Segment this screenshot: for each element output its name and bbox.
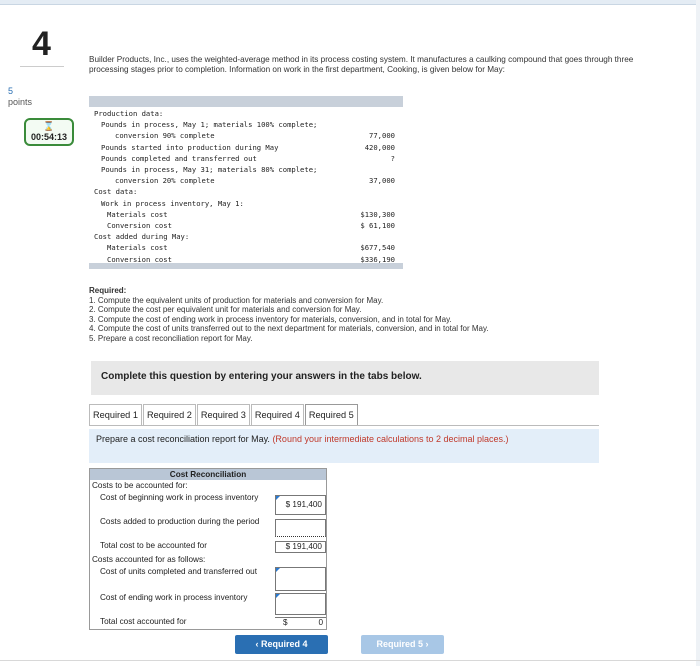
required-item: 3. Compute the cost of ending work in process inventory for materials, conversion, and in total for May. [89, 314, 452, 324]
production-row-label: Conversion cost [107, 221, 172, 230]
recon-title: Cost Reconciliation [90, 469, 326, 480]
table-row [90, 517, 326, 539]
points-label: points [8, 97, 33, 107]
required-item: 5. Prepare a cost reconciliation report for May. [89, 333, 253, 343]
production-row-label: Pounds started into production during May [101, 142, 279, 152]
production-row-value: 37,000 [369, 176, 395, 186]
beginning-wip-label: Cost of beginning work in process inventory [100, 493, 259, 502]
instructions-note: (Round your intermediate calculations to 2 decimal places.) [272, 434, 509, 444]
total-accounted-currency: $ [283, 618, 288, 627]
total-accounted-label: Total cost accounted for [100, 617, 187, 626]
production-row-value: $677,540 [360, 243, 395, 253]
production-row-value: $ 61,100 [360, 221, 395, 230]
ending-wip-label: Cost of ending work in process inventory [100, 593, 248, 602]
production-row-label: Production data: [94, 109, 164, 118]
complete-prompt: Complete this question by entering your answers in the tabs below. [91, 361, 599, 395]
question-intro: Builder Products, Inc., uses the weighted-average method in its process costing system. It manufactures a caulking compound that goes through three processing stages prior to completion. Information on work in the first department, Cooking, is given below for May: [89, 55, 634, 74]
table-footer-bar [89, 263, 403, 269]
production-row-label: Conversion cost [107, 254, 172, 264]
instructions [89, 429, 599, 463]
total-accounted-value: 0 [318, 618, 323, 627]
production-row-label: Pounds in process, May 31; materials 80% complete; [101, 165, 318, 174]
required-heading: Required: [89, 286, 127, 295]
production-row-label: conversion 90% complete [115, 131, 215, 141]
tab-required-5[interactable]: Required 5 [305, 404, 358, 426]
chevron-left-icon: ‹ [255, 639, 259, 649]
table-row [90, 493, 326, 515]
tab-required-3[interactable]: Required 3 [197, 404, 250, 426]
production-row-value: 420,000 [364, 142, 395, 152]
prev-required-label: Required 4 [261, 639, 308, 649]
table-body [89, 107, 403, 263]
required-item: 4. Compute the cost of units transferred out to the next department for materials, conversion, and in total for May. [89, 324, 489, 334]
instructions-text: Prepare a cost reconciliation report for May. [96, 434, 270, 444]
tab-bar [89, 404, 359, 426]
production-row-value: 77,000 [369, 131, 395, 141]
transferred-out-label: Cost of units completed and transferred out [100, 567, 258, 576]
right-scrollbar-track[interactable] [696, 0, 700, 666]
next-required-button[interactable] [361, 635, 444, 654]
added-costs-label: Costs added to production during the period [100, 517, 260, 526]
production-row-label: conversion 20% complete [115, 176, 215, 186]
timer [24, 118, 74, 146]
total-to-account-label: Total cost to be accounted for [100, 541, 207, 550]
beginning-wip-value: $ 191,400 [285, 500, 322, 509]
tab-required-1[interactable]: Required 1 [89, 404, 142, 426]
hourglass-icon: ⌛ [43, 121, 55, 131]
table-header-bar [89, 96, 403, 107]
production-row-label: Pounds completed and transferred out [101, 153, 257, 163]
required-item: 2. Compute the cost per equivalent unit for materials and conversion for May. [89, 305, 362, 315]
production-row-label: Cost data: [94, 187, 138, 197]
tab-required-4[interactable]: Required 4 [251, 404, 304, 426]
corner-marker-icon [276, 496, 280, 500]
production-row-value: $336,190 [360, 254, 395, 264]
production-row-label: Pounds in process, May 1; materials 100% complete; [101, 120, 318, 130]
production-data-table [89, 96, 403, 269]
timer-value: 00:54:13 [30, 132, 68, 142]
top-border [0, 0, 700, 5]
total-to-account-value-box [275, 541, 326, 553]
corner-marker-icon [276, 594, 280, 598]
transferred-out-input[interactable] [275, 567, 326, 591]
production-row-label: Cost added during May: [94, 232, 190, 242]
table-row [90, 567, 326, 591]
production-row-label: Materials cost [107, 209, 168, 219]
production-row-value: ? [390, 153, 395, 163]
production-row-value: $130,300 [360, 209, 395, 219]
table-row [90, 593, 326, 615]
table-row [90, 617, 326, 629]
total-to-account-value: $ 191,400 [285, 542, 322, 551]
required-item: 1. Compute the equivalent units of production for materials and conversion for May. [89, 295, 384, 305]
chevron-right-icon: › [425, 639, 429, 649]
question-number-divider [20, 66, 64, 67]
table-row [90, 555, 326, 566]
production-row-label: Materials cost [107, 243, 168, 253]
corner-marker-icon [276, 568, 280, 572]
points-value: 5 [8, 86, 14, 96]
prev-required-button[interactable] [235, 635, 328, 654]
table-row [90, 481, 326, 492]
accounted-as-label: Costs accounted for as follows: [92, 555, 206, 564]
tab-underline [89, 425, 599, 426]
tab-required-2[interactable]: Required 2 [143, 404, 196, 426]
required-section [89, 286, 649, 344]
production-row-label: Work in process inventory, May 1: [101, 198, 244, 208]
beginning-wip-input[interactable] [275, 495, 326, 515]
cost-reconciliation-table [89, 468, 327, 630]
question-number: 4 [32, 25, 51, 63]
next-required-label: Required 5 [376, 639, 423, 649]
added-costs-input[interactable] [275, 519, 326, 537]
ending-wip-input[interactable] [275, 593, 326, 615]
bottom-divider [0, 660, 700, 661]
table-row [90, 541, 326, 553]
costs-to-account-label: Costs to be accounted for: [92, 481, 188, 490]
total-accounted-value-box [275, 617, 326, 629]
